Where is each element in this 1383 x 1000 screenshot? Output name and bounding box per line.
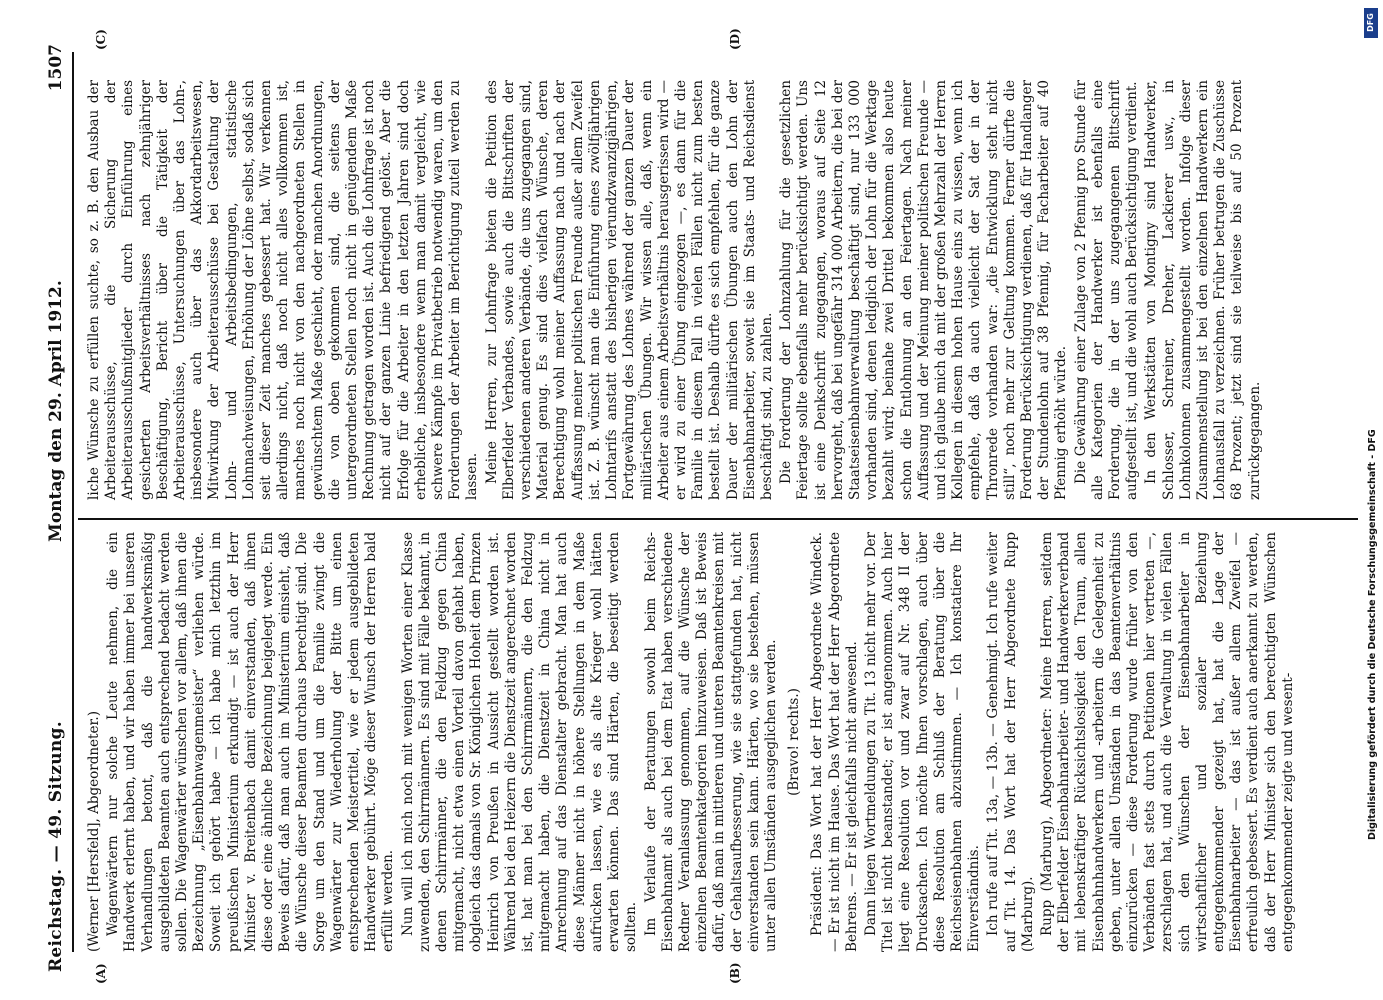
paragraph: Meine Herren, zur Lohnfrage bieten die Petition des Elberfelder Verbandes, sowie auch die Bittschriften der verschiedenen anderen Verbände, die uns zugegangen sind, Material genug. Es sind dies vielfach Wünsche, deren Berechtigung wohl meiner Auffassung nach und nach der Auffassung meiner politischen Freunde außer allem Zweifel ist. Z. B. wünscht man die Einführung eines zwölfjährigen Lohntarifs anstatt des bisherigen vierundzwanzigjährigen, Fortgewährung des Lohnes während der ganzen Dauer der militärischen Übungen. Wir wissen alle, daß, wenn ein Arbeiter aus einem Arbeitsverhältnis herausgerissen wird — er wird zu einer Übung eingezogen —, es dann für die Familie in diesem Fall in vielen Fällen nicht zum besten bestellt ist. Deshalb dürfte es sich empfehlen, für die ganze Dauer der militärischen Übungen auch den Lohn der Eisenbahnarbeiter, soweit sie im Staats- und Reichsdienst beschäftigt sind, zu zahlen. [483, 80, 775, 500]
speaker-intro: (Werner [Hersfeld], Abgeordneter.) [86, 711, 102, 952]
right-column [86, 80, 1266, 500]
header-date: Montag den 29. April 1912. [46, 280, 66, 542]
paragraph: Ich rufe auf Tit. 13a, — 13b. — Genehmigt. Ich rufe weiter auf Tit. 14. Das Wort hat der Herr Abgeordnete Rupp (Marburg). [985, 532, 1036, 952]
paragraph: Im Verlaufe der Beratungen sowohl beim Reichs-Eisenbahnamt als auch bei dem Etat haben verschiedene Redner Veranlassung genommen, auf die Wünsche der einzelnen Beamtenkategorien hinzuweisen. Daß ist Beweis dafür, daß man in mittleren und unteren Beamtenkreisen mit der Gehaltsaufbesserung, wie sie stattgefunden hat, nicht einverstanden sein kann. Härten, wo sie bestehen, müssen unter allen Umständen ausgeglichen werden. [642, 532, 779, 952]
paragraph: Wagenwärtern nur solche Leute nehmen, die ein Handwerk erlernt haben, und wir haben immer bei unseren Verhandlungen betont, daß die handwerksmäßig ausgebildeten Beamten auch entsprechend bedacht werden sollen. Die Wagenwärter wünschen vor allem, daß ihnen die Bezeichnung „Eisenbahnwagenmeister“ verliehen würde. Soweit ich gehört habe — ich habe mich letzthin im preußischen Ministerium erkundigt — ist auch der Herr Minister v. Breitenbach damit einverstanden, daß ihnen diese oder eine ähnliche Bezeichnung beigelegt werde. Ein Beweis dafür, daß man auch im Ministerium einsieht, daß die Wünsche dieser Beamten durchaus berechtigt sind. Die Sorge um den Stand und um die Familie zwingt die Wagenwärter zur Wiederholung der Bitte um einen entsprechenden Meistertitel, wie er jedem ausgebildeten Handwerker gebührt. Möge dieser Wunsch der Herren bald erfüllt werden. [105, 532, 397, 952]
applause-note: (Bravo! rechts.) [786, 688, 803, 796]
dfg-logo [1364, 8, 1378, 38]
paragraph: Rupp (Marburg), Abgeordneter: Meine Herren, seitdem der Elberfelder Eisenbahnarbeiter- und Handwerkerverband mit lebenskräftiger Rücksichtslosigkeit den Traum, allen Eisenbahnhandwerkern und -arbeitern die Gelegenheit zu geben, unter allen Umständen in das Beamtenverhältnis einzurücken — diese Forderung wurde früher von den Verbänden fast stets durch Petitionen hier vertreten —, zerschlagen hat, und auch die Verwaltung in vielen Fällen sich den Wünschen der Eisenbahnarbeiter in wirtschaftlicher und sozialer Beziehung entgegenkommender gezeigt hat, hat die Lage der Eisenbahnarbeiter — das ist außer allem Zweifel — erfreulich gebessert. Es verdient auch anerkannt zu werden, daß der Herr Minister sich den berechtigten Wünschen entgegenkommender zeigte und wesent- [1038, 532, 1296, 952]
header-session: Reichstag. — 49. Sitzung. [46, 721, 66, 972]
paragraph: liche Wünsche zu erfüllen suchte, so z. B. den Ausbau der Arbeiterausschüsse, die Sicherung der Arbeiterausschußmitglieder durch Einführung eines gesicherten Arbeitsverhältnisses nach zehnjähriger Beschäftigung, Bericht über die Tätigkeit der Arbeiterausschüsse, Untersuchungen über das Lohn-, insbesondere auch über das Akkordarbeitswesen, Mitwirkung der Arbeiterausschüsse bei Gestaltung der Lohn- und Arbeitsbedingungen, statistische Lohnnachweisungen, Erhöhung der Löhne selbst, sodaß sich seit dieser Zeit manches gebessert hat. Wir verkennen allerdings nicht, daß noch nicht alles vollkommen ist, manches noch nicht von den nachgeordneten Stellen in gewünschtem Maße geschieht, oder manchen Anordnungen, die von oben gekommen sind, die seitens der untergeordneten Stellen noch nicht in genügendem Maße Rechnung getragen worden ist. Auch die Lohnfrage ist noch nicht auf der ganzen Linie befriedigend gelöst. Aber die Erfolge für die Arbeiter in den letzten Jahren sind doch erhebliche, insbesondere wenn man damit vergleicht, wie schwere Kämpfe im Privatbetrieb notwendig waren, um den Forderungen der Arbeiter im Berichtigung zuteil werden zu lassen. [86, 80, 481, 500]
funding-note [1345, 80, 1378, 920]
paragraph: Präsident: Das Wort hat der Herr Abgeordnete Windeck. — Er ist nicht im Hause. Das Wort hat der Herr Abgeordnete Behrens. — Er ist gleichfalls nicht anwesend. [809, 532, 860, 952]
margin-label-b: (B) [728, 962, 742, 984]
paragraph: Dann liegen Wortmeldungen zu Tit. 13 nicht mehr vor. Der Titel ist nicht beanstandet; er ist angenommen. Auch hier liegt eine Resolution vor und zwar auf Nr. 348 II der Drucksachen. Ich möchte Ihnen vorschlagen, auch über diese Resolution am Schluß der Beratung über die Reichseisenbahnen abzustimmen. — Ich konstatiere Ihr Einverständnis. [862, 532, 983, 952]
paragraph: Die Gewährung einer Zulage von 2 Pfennig pro Stunde für alle Kategorien der Handwerker ist ebenfalls eine Forderung, die in der uns zugegangenen Bittschrift aufgestellt ist, und die wohl auch Berücksichtigung verdient. [1072, 80, 1141, 500]
rotated-page [38, 28, 1378, 992]
paragraph: Nun will ich mich noch mit wenigen Worten einer Klasse zuwenden, den Schirrmännern. Es sind mit Fälle bekannt, in denen Schirrmänner, die den Feldzug gegen China mitgemacht, nicht etwa einen Vorteil davon gehabt haben, obgleich das damals von Sr. Königlichen Hoheit dem Prinzen Heinrich von Preußen in Aussicht gestellt worden ist. Während bei den Heizern die Dienstzeit angerechnet worden ist, hat man bei den Schirrmännern, die den Feldzug mitgemacht haben, die Dienstzeit in China nicht in Anrechnung auf das Dienstalter gebracht. Man hat auch diese Männer nicht in höhere Stellungen in dem Maße aufrücken lassen, wie es als alte Krieger wohl hätten erwarten können. Das sind Härten, die beseitigt werden sollten. [399, 532, 640, 952]
dfg-logo-text: DFG [1365, 13, 1375, 32]
left-column [86, 532, 1299, 952]
page-number: 1507 [46, 44, 66, 92]
column-divider [78, 518, 1358, 520]
funding-note-text: Digitalisierung gefördert durch die Deutsche Forschungsgemeinschaft - DFG [1367, 429, 1378, 840]
paragraph: Die Forderung der Lohnzahlung für die gesetzlichen Feiertage sollte ebenfalls mehr berücksichtigt werden. Uns ist eine Denkschrift zugegangen, woraus auf Seite 12 hervorgeht, daß bei ungefähr 314 000 Arbeitern, die bei der Staatseisenbahnverwaltung beschäftigt sind, nur 133 000 vorhanden sind, denen lediglich der Lohn für die Werktage bezahlt wird; beinahe zwei Drittel bekommen also heute schon die Entlohnung an den Feiertagen. Nach meiner Auffassung und der Meinung meiner politischen Freunde — und ich glaube mich da mit der großen Mehrzahl der Herren Kollegen in diesem hohen Hause eins zu wissen, wenn ich empfehle, daß da auch vielleicht der Sat der in der Thronrede vorhanden war: „die Entwicklung steht nicht still“, noch mehr zur Geltung kommen. Ferner dürfte die Forderung Berücksichtigung verdienen, daß für Handlanger der Stundenlohn auf 38 Pfennig, für Facharbeiter auf 40 Pfennig erhöht würde. [778, 80, 1070, 500]
margin-label-c: (C) [94, 29, 108, 50]
margin-label-d: (D) [728, 28, 742, 50]
margin-label-a: (A) [94, 963, 108, 984]
header-rule [72, 52, 74, 952]
paragraph: In den Werkstätten von Montigny sind Handwerker, Schlosser, Schreiner, Dreher, Lackierer usw., in Lohnkolonnen zusammengestellt worden. Infolge dieser Zusammenstellung ist bei den einzelnen Handwerkern ein Lohnausfall zu verzeichnen. Früher betrugen die Zuschüsse 68 Prozent; jetzt sind sie teilweise bis auf 50 Prozent zurückgegangen. [1143, 80, 1263, 500]
